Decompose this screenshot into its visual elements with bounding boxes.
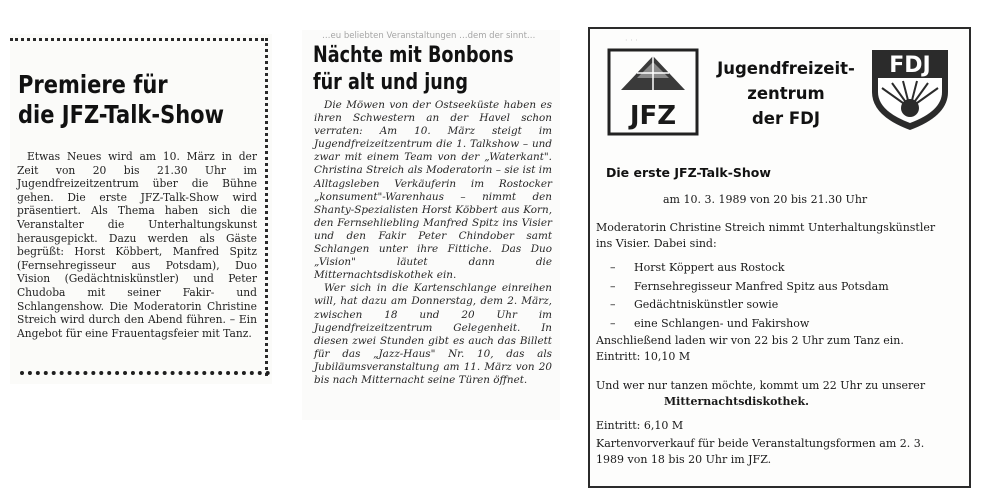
guest-label: Fernsehregisseur Manfred Spitz aus Potsdam [634,279,889,293]
poster-guest-item: – Gedächtniskünstler sowie [610,298,779,311]
poster-title-line1: Jugendfreizeit- [717,59,855,78]
poster-title-line2: zentrum [747,84,825,103]
poster-entry-1: Eintritt: 10,10 M [596,350,691,363]
poster-dance-line: Anschließend laden wir von 22 bis 2 Uhr zum Tanz ein. [596,334,904,347]
clipping-border-right [265,38,268,376]
fdj-logo [868,46,952,132]
fdj-logo-text: FDJ [889,53,931,78]
poster-guest-item: – eine Schlangen- und Fakirshow [610,316,810,330]
guest-label: eine Schlangen- und Fakirshow [634,316,810,330]
clipping2-paragraph-1: Die Möwen von der Ostseeküste haben es ihren Schwestern an der Havel schon verraten: Am 10. März steigt im Jugendfreizeitzentrum die 1. Talkshow – und zwar mit einem Team von der „Waterkant". Christina Streich als Moderatorin – sie ist im Alltagsleben Verkäuferin im Rostocker „konsument"-Warenhaus – nimmt den Shanty-Spezialisten Horst Köbbert aus Korn, den Fernsehliebling Manfred Spitz ins Visier und den Fakir Peter Chindober samt Schlangen unter ihre Fittiche. Das Duo „Vision" läutet dann die Mitternachtsdiskothek ein. [314,99,552,282]
poster-entry-2: Eintritt: 6,10 M [596,419,684,432]
poster-disco-line2: Mitternachtsdiskothek. [664,395,809,408]
clipping2-headline-line2: für alt und jung [313,70,468,95]
clipping1-headline [18,70,245,130]
clipping-border-bottom [20,371,270,375]
clipping2-headline [313,42,545,96]
poster-headline: Die erste JFZ-Talk-Show [606,165,771,180]
poster-guest-list [610,259,889,333]
clipping1-headline-line2: die JFZ-Talk-Show [18,100,225,129]
clipping2-body [314,99,552,387]
clipping1-headline-line1: Premiere für [18,70,168,99]
poster-bleed-noise: · · · [625,36,638,45]
guest-label: Horst Köppert aus Rostock [634,261,785,274]
clipping2-headline-line1: Nächte mit Bonbons [313,43,514,68]
poster-presale-line2: 1989 von 18 bis 20 Uhr im JFZ. [596,453,772,466]
poster-title [702,56,870,131]
poster-guest-item: – Fernsehregisseur Manfred Spitz aus Potsdam [610,279,889,293]
poster-disco-line1: Und wer nur tanzen möchte, kommt um 22 Uhr zu unserer [596,379,926,392]
clipping-border-top [10,38,264,41]
poster-presale-line1: Kartenvorverkauf für beide Veranstaltungsformen am 2. 3. [596,437,925,450]
clipping1-body: Etwas Neues wird am 10. März in der Zeit von 20 bis 21.30 Uhr im Jugendfreizeitzentrum über die Bühne gehen. Die erste JFZ-Talk-Show wird präsentiert. Als Thema haben sich die Veranstalter die Unterhaltungskunst herausgepickt. Dazu werden als Gäste begrüßt: Horst Köbbert, Manfred Spitz (Fernsehregisseur aus Potsdam), Duo Vision (Gedächtniskünstler) und Peter Chudoba mit seiner Fakir- und Schlangenshow. Die Moderatorin Christine Streich wird durch den Abend führen. – Ein Angebot für eine Frauentagsfeier mit Tanz. [17,150,257,340]
poster-date-line: am 10. 3. 1989 von 20 bis 21.30 Uhr [663,193,868,206]
jfz-logo-text: JFZ [629,101,677,131]
poster-title-line3: der FDJ [752,109,820,128]
poster-guest-item: – Horst Köppert aus Rostock [610,261,785,274]
poster-intro-line2: ins Visier. Dabei sind: [596,237,717,250]
guest-label: Gedächtniskünstler sowie [634,298,779,311]
poster-intro-line1: Moderatorin Christine Streich nimmt Unterhaltungskünstler [596,221,936,234]
clipping2-paragraph-2: Wer sich in die Kartenschlange einreihen will, hat dazu am Donnerstag, dem 2. März, zwischen 18 und 20 Uhr im Jugendfreizeitzentrum Gelegenheit. In diesen zwei Stunden gibt es auch das Billett für das „Jazz-Haus" Nr. 10, das als Jubiläumsveranstaltung am 11. März von 20 bis nach Mitternacht seine Türen öffnet. [314,282,552,386]
jfz-logo [607,48,699,136]
clipping2-scrap-text: …eu beliebten Veranstaltungen …dem der sinnt… [322,31,536,41]
